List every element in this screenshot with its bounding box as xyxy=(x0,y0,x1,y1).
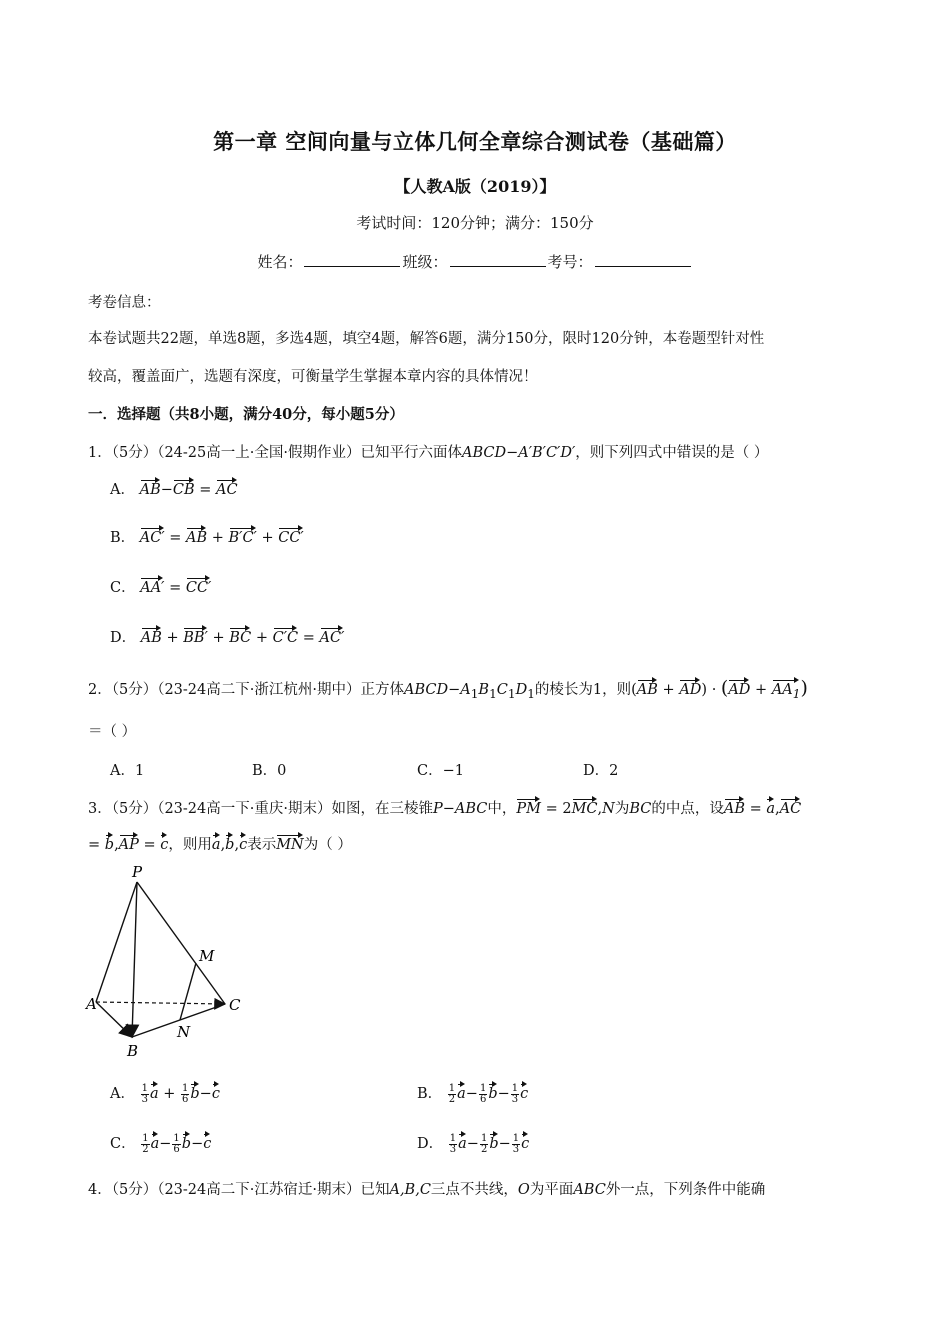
page-title: 第一章 空间向量与立体几何全章综合测试卷（基础篇） xyxy=(213,129,737,154)
info-label: 考卷信息： xyxy=(88,295,161,311)
question-2-stem: 2．（5分）（23-24高二下·浙江杭州·期中）正方体$ABCD-A_1B_1C_1D_1$的棱长为1，则$(AB + AD) \cdot (AD + AA_1)$ xyxy=(88,677,808,701)
label-b: B xyxy=(127,1042,139,1060)
name-blank xyxy=(304,252,400,267)
label-p: P xyxy=(132,863,143,881)
q3-option-b[interactable]: B． $\frac{1}{2}$ a− $\frac{1}{6}$ b− $\frac{1}{3}$ c xyxy=(417,1082,529,1105)
info-line-2: 较高，覆盖面广，选题有深度，可衡量学生掌握本章内容的具体情况！ xyxy=(88,369,538,385)
name-label: 姓名： xyxy=(257,253,303,271)
segment-mn xyxy=(180,963,196,1020)
edition-label: 【人教A版（2019）】 xyxy=(394,177,556,196)
q1-solid-name: ABCD−A′B′C′D′ xyxy=(461,445,576,461)
edge-ab xyxy=(96,1002,132,1037)
question-3-stem: 3．（5分）（23-24高一下·重庆·期末）如图，在三棱锥P−ABC中，PM = 2MC,N为BC的中点，设AB = a,AC xyxy=(88,797,801,818)
label-c: C xyxy=(229,996,241,1014)
question-1-stem: 1．（5分）（24-25高一上·全国·假期作业）已知平行六面体ABCD−A′B′C′D′，则下列四式中错误的是（ ） xyxy=(88,445,769,461)
info-line-1: 本卷试题共22题，单选8题，多选4题，填空4题，解答6题，满分150分，限时120分钟，本卷题型针对性 xyxy=(88,331,765,347)
question-4-stem: 4．（5分）（23-24高二下·江苏宿迁·期末）已知A,B,C三点不共线，O为平面ABC外一点，下列条件中能确 xyxy=(88,1182,766,1198)
q1-option-b[interactable]: B． AC′ = AB + B′C′ + CC′ xyxy=(110,526,304,547)
q2-option-d[interactable]: D．2 xyxy=(583,763,619,779)
edge-pc xyxy=(137,882,225,1004)
label-a: A xyxy=(86,995,97,1013)
exam-time: 考试时间：120分钟；满分：150分 xyxy=(356,214,594,232)
edge-pb xyxy=(132,882,137,1037)
student-info-fields xyxy=(0,251,950,272)
q3-option-c[interactable]: C． $\frac{1}{2}$ a− $\frac{1}{6}$ b−c xyxy=(110,1132,212,1155)
class-blank xyxy=(450,252,546,267)
number-label: 考号： xyxy=(547,253,593,271)
section-heading: 一．选择题（共8小题，满分40分，每小题5分） xyxy=(88,406,404,423)
class-label: 班级： xyxy=(402,253,448,271)
q1-option-a[interactable]: A． AB−CB = AC xyxy=(110,478,238,499)
tetrahedron-figure xyxy=(82,862,257,1062)
q1-option-c[interactable]: C． AA′ = CC′ xyxy=(110,576,211,597)
edge-ac xyxy=(96,1002,225,1004)
question-3-cont: = b,AP = c，则用a,b,c表示MN为（ ） xyxy=(88,833,352,854)
question-2-cont: ＝（ ） xyxy=(88,724,137,740)
q1-option-d[interactable]: D． AB + BB′ + BC + C′C = AC′ xyxy=(110,626,344,647)
number-blank xyxy=(595,252,691,267)
label-m: M xyxy=(199,947,215,965)
q2-option-b[interactable]: B．0 xyxy=(252,763,287,779)
edge-pa xyxy=(96,882,137,1002)
q2-option-c[interactable]: C．−1 xyxy=(417,763,464,779)
q3-option-a[interactable]: A． $\frac{1}{3}$ a + $\frac{1}{6}$ b−c xyxy=(110,1082,220,1105)
q3-option-d[interactable]: D． $\frac{1}{3}$ a− $\frac{1}{2}$ b− $\frac{1}{3}$ c xyxy=(417,1132,530,1155)
q2-option-a[interactable]: A．1 xyxy=(110,763,145,779)
label-n: N xyxy=(177,1023,191,1041)
